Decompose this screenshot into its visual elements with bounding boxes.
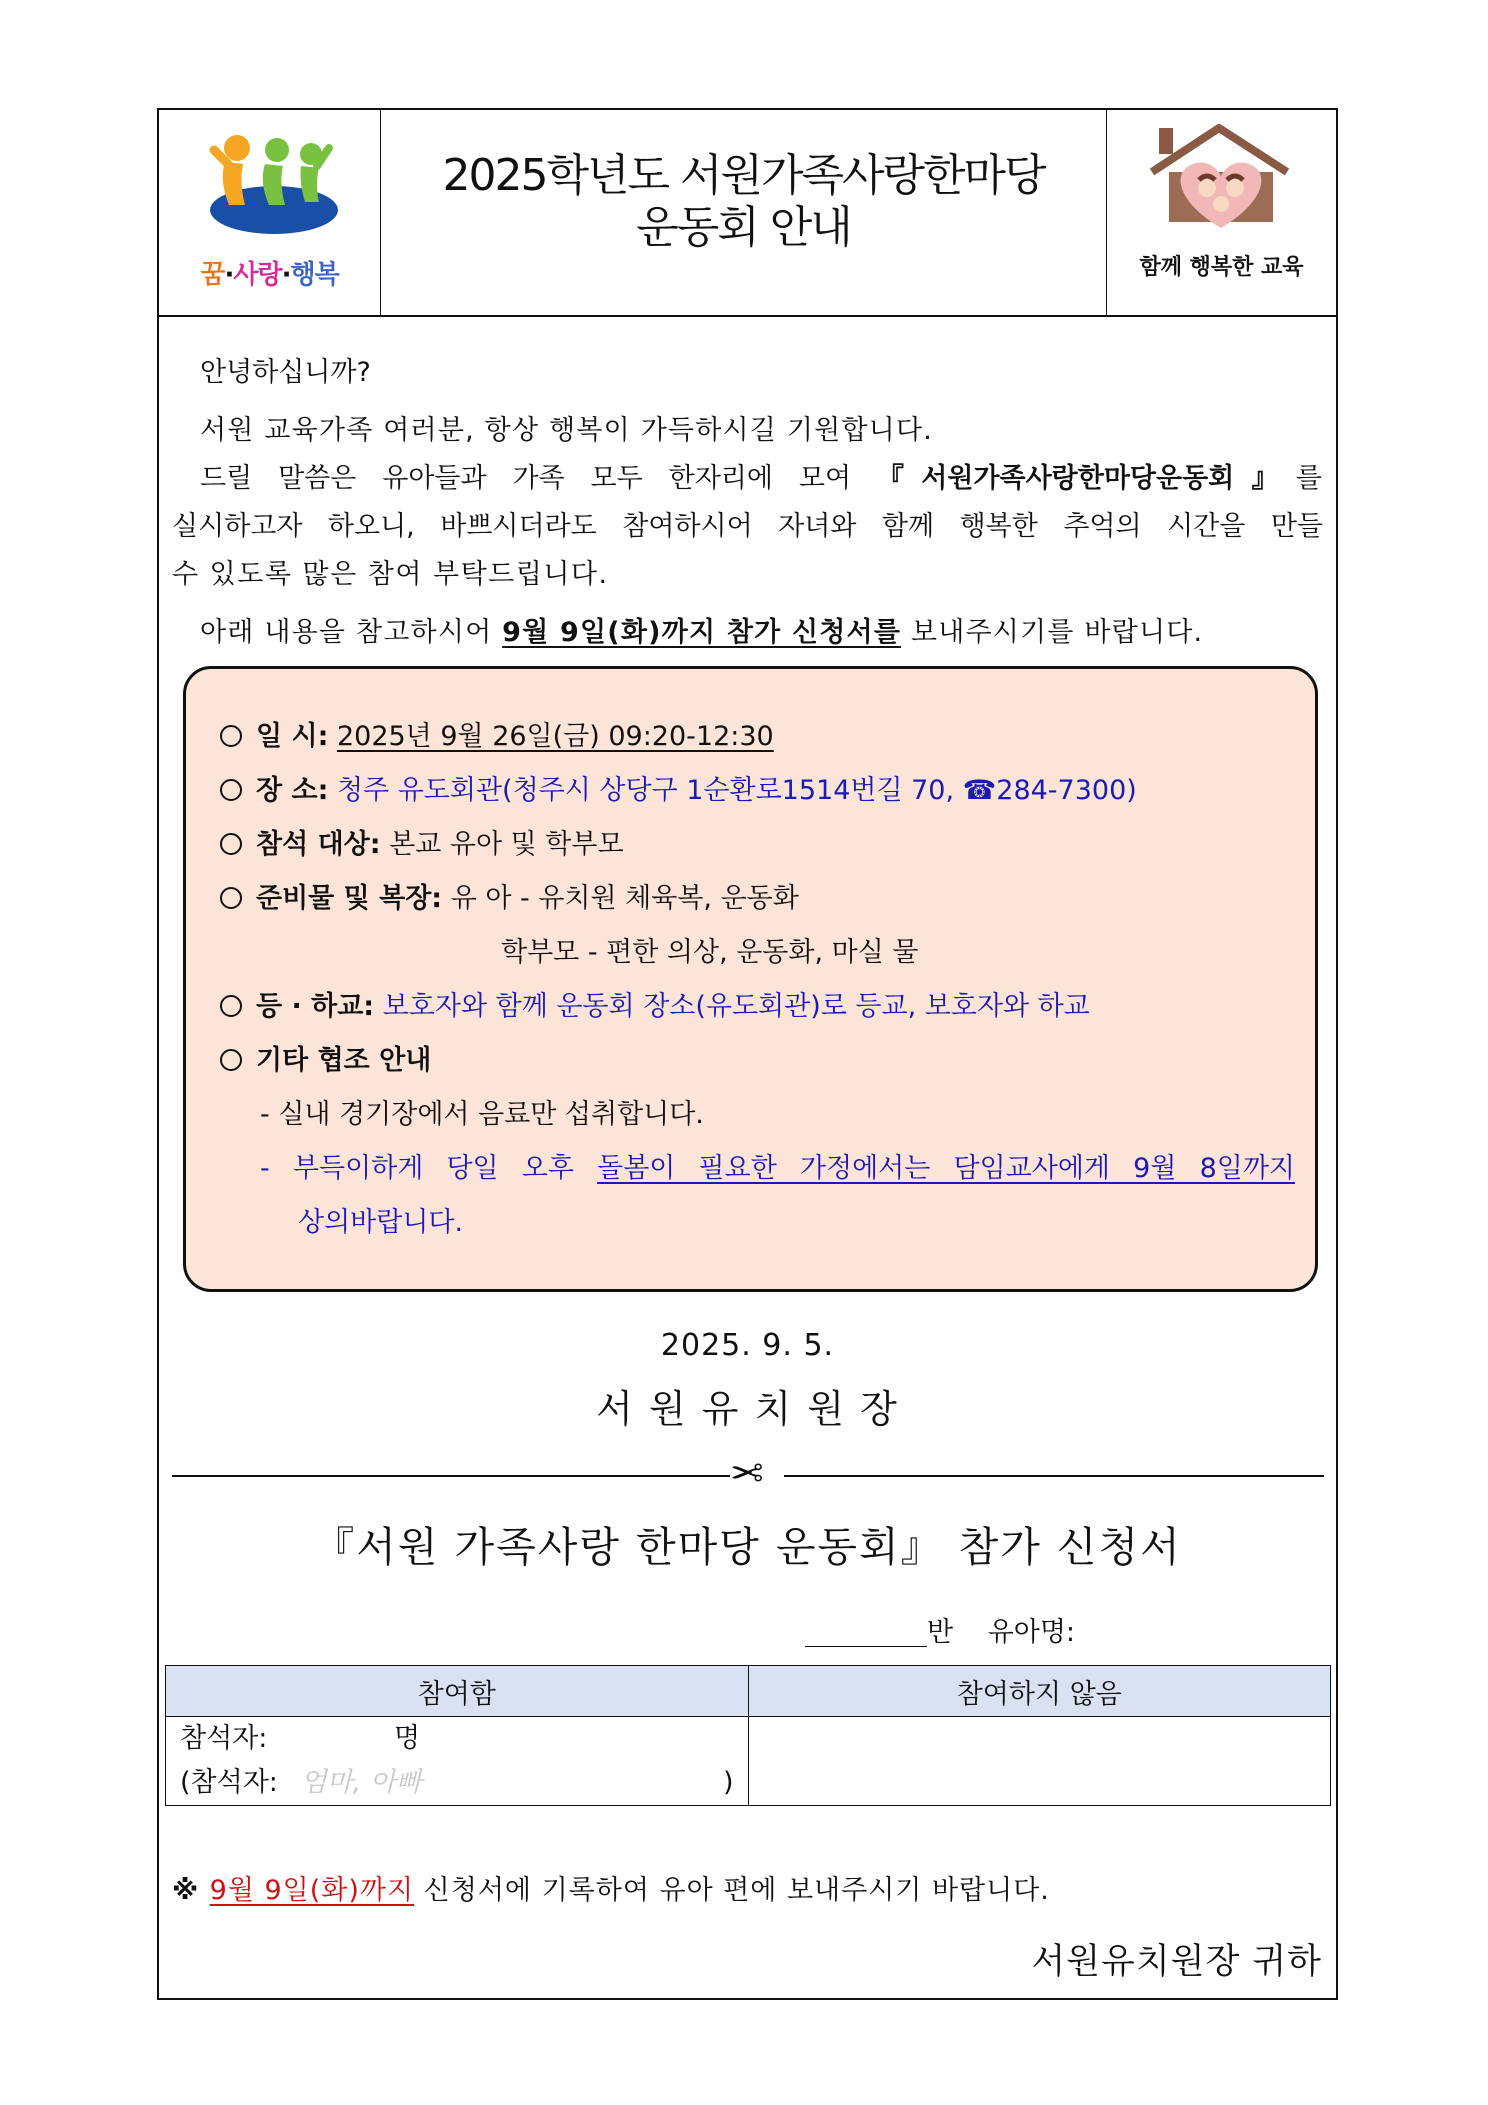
etc-item-2-dash: - <box>260 1153 293 1184</box>
commute-label: 등 · 하교: <box>256 991 375 1022</box>
attendee-detail-close: ) <box>722 1767 734 1798</box>
attendee-label: 참석자: <box>180 1723 268 1754</box>
intro-line-1-text: 드릴 말씀은 유아들과 가족 모두 한자리에 모여 <box>200 463 877 494</box>
etc-item-2-end: 상의바랍니다. <box>298 1207 464 1238</box>
issue-date: 2025. 9. 5. <box>660 1328 835 1363</box>
attend-cell[interactable] <box>166 1717 749 1806</box>
bullet-circle-icon <box>220 833 242 855</box>
col-not-attend: 참여하지 않음 <box>748 1666 1331 1717</box>
attendee-placeholder: 엄마, 아빠 <box>300 1767 422 1798</box>
title-line-1: 2025학년도 서원가족사랑한마당 <box>442 150 1045 201</box>
bullet-circle-icon <box>220 779 242 801</box>
education-logo-cell <box>1106 110 1336 315</box>
info-commute <box>220 984 1090 1023</box>
intro-line-2: 실시하고자 하오니, 바쁘시더라도 참여하시어 자녀와 함께 행복한 추억의 시간을 만들 <box>172 511 1323 542</box>
request-line <box>200 610 1203 649</box>
etc-item-2-text: 부득이하게 당일 오후 <box>292 1153 598 1184</box>
school-logo-icon <box>159 110 381 250</box>
event-info-box <box>183 666 1318 1292</box>
wish-text: 서원 교육가족 여러분, 항상 행복이 가득하시길 기원합니다. <box>200 415 934 446</box>
request-text: 아래 내용을 참고하시어 <box>200 617 503 648</box>
col-attend: 참여함 <box>166 1666 749 1717</box>
place-label: 장 소: <box>256 775 329 806</box>
info-etc <box>220 1038 431 1077</box>
attendee-unit: 명 <box>393 1723 421 1754</box>
child-name-label: 유아명: <box>987 1617 1076 1648</box>
form-title: 『서원 가족사랑 한마당 운동회』 참가 신청서 <box>313 1523 1182 1571</box>
intro-line-1-end: 를 <box>1295 463 1322 494</box>
bullet-circle-icon <box>220 1049 242 1071</box>
scissors-icon: ✂ <box>730 1451 764 1497</box>
application-table <box>165 1665 1331 1806</box>
education-slogan: 함께 행복한 교육 <box>1139 254 1304 280</box>
attendee-detail-open: (참석자: <box>180 1767 278 1798</box>
attendee-count-row <box>180 1717 734 1761</box>
etc-label: 기타 협조 안내 <box>256 1045 432 1076</box>
event-name: 『서원가족사랑한마당운동회』 <box>876 463 1296 494</box>
items-child: 유 아 - 유치원 체육복, 운동화 <box>450 883 799 914</box>
bullet-circle-icon <box>220 995 242 1017</box>
recipient: 서원유치원장 귀하 <box>1031 1942 1322 1982</box>
class-input-line[interactable] <box>805 1620 927 1647</box>
cut-line-right <box>784 1475 1324 1477</box>
slogan-happiness: 행복 <box>290 260 339 290</box>
title-line-2: 운동회 안내 <box>636 202 851 253</box>
page-title <box>381 150 1106 254</box>
request-text-end: 보내주시기를 바랍니다. <box>901 617 1204 648</box>
request-deadline: 9월 9일(화)까지 참가 신청서를 <box>502 617 902 648</box>
etc-item-1: - 실내 경기장에서 음료만 섭취합니다. <box>260 1099 704 1130</box>
place-value: 청주 유도회관(청주시 상당구 1순환로1514번길 70, ☎284-7300) <box>336 775 1137 806</box>
intro-line-1 <box>200 456 1322 495</box>
attendee-detail-row <box>180 1761 734 1805</box>
info-date <box>220 714 786 753</box>
date-label: 일 시: <box>256 721 329 752</box>
info-items <box>220 876 799 915</box>
items-parent: 학부모 - 편한 의상, 운동화, 마실 물 <box>501 937 919 968</box>
note-text: 신청서에 기록하여 유아 편에 보내주시기 바랍니다. <box>414 1875 1050 1906</box>
note-mark: ※ <box>172 1875 210 1906</box>
logo-slogan <box>159 254 380 291</box>
bullet-circle-icon <box>220 887 242 909</box>
slogan-dot: · <box>224 260 234 290</box>
not-attend-cell[interactable] <box>748 1717 1331 1806</box>
info-place <box>220 768 1137 807</box>
target-label: 참석 대상: <box>256 829 381 860</box>
header <box>159 110 1336 317</box>
bullet-circle-icon <box>220 725 242 747</box>
slogan-dream: 꿈 <box>200 260 225 290</box>
school-logo-cell <box>159 110 381 315</box>
etc-item-2-highlight: 돌봄이 필요한 가정에서는 담임교사에게 9월 8일까지 <box>597 1153 1295 1184</box>
commute-value: 보호자와 함께 운동회 장소(유도회관)로 등교, 보호자와 하교 <box>382 991 1090 1022</box>
sender: 서 원 유 치 원 장 <box>596 1387 899 1431</box>
family-house-icon <box>1107 110 1337 250</box>
cut-line-left <box>172 1475 730 1477</box>
slogan-love: 사랑 <box>233 260 282 290</box>
class-name-row <box>805 1610 1075 1649</box>
etc-item-2 <box>260 1146 1295 1185</box>
info-target <box>220 822 624 861</box>
intro-line-3: 수 있도록 많은 참여 부탁드립니다. <box>172 559 609 590</box>
date-value: 2025년 9월 26일(금) 09:20-12:30 <box>336 721 774 752</box>
class-suffix: 반 <box>927 1617 954 1648</box>
greeting: 안녕하십니까? <box>200 357 371 388</box>
target-value: 본교 유아 및 학부모 <box>389 829 624 860</box>
deadline-note <box>172 1868 1050 1907</box>
slogan-dot: · <box>281 260 291 290</box>
document-frame <box>157 108 1338 2000</box>
items-label: 준비물 및 복장: <box>256 883 443 914</box>
note-deadline: 9월 9일(화)까지 <box>209 1875 415 1906</box>
